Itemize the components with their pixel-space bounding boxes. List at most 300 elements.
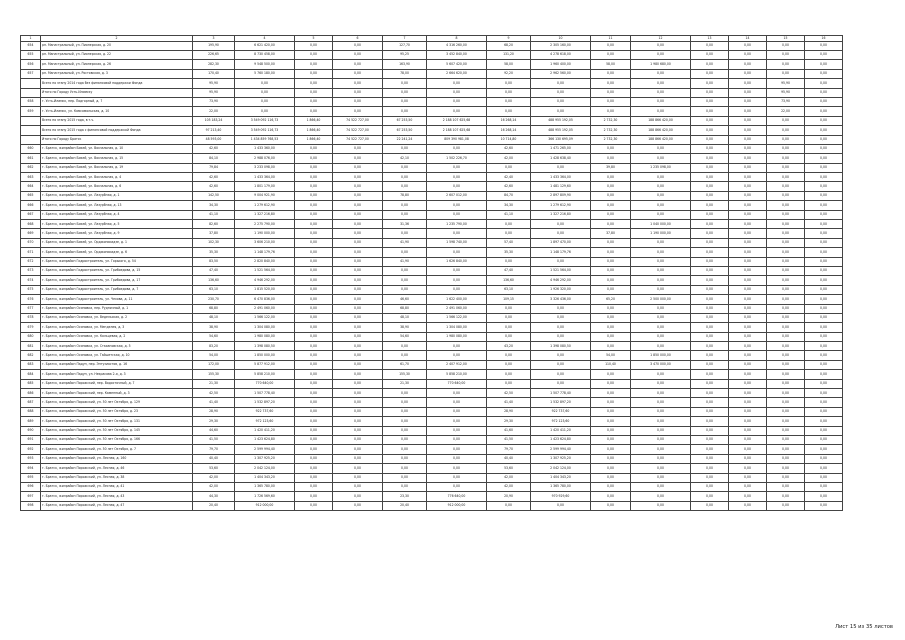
value-cell: 0,00 (383, 436, 427, 445)
value-cell: 0,00 (805, 266, 843, 275)
value-cell: 0,00 (805, 126, 843, 135)
value-cell: 2 305 160,00 (531, 41, 591, 50)
value-cell: 105 183,24 (193, 116, 235, 125)
value-cell: 0,00 (591, 182, 631, 191)
value-cell: 2 607 012,00 (427, 191, 487, 200)
value-cell: 3 549 092 116,73 (235, 116, 295, 125)
value-cell: 0,00 (691, 116, 729, 125)
table-row (21, 436, 843, 445)
value-cell: 912 000,00 (427, 501, 487, 510)
value-cell: 0,00 (295, 313, 333, 322)
value-cell: 0,00 (333, 407, 383, 416)
value-cell: 0,00 (333, 191, 383, 200)
value-cell: 0,00 (427, 426, 487, 435)
value-cell: 0,00 (333, 163, 383, 172)
value-cell: 0,00 (729, 454, 767, 463)
value-cell: 0,00 (691, 295, 729, 304)
value-cell: 0,00 (767, 426, 805, 435)
value-cell: 28,90 (193, 407, 235, 416)
value-cell: 0,00 (691, 464, 729, 473)
value-cell: 0,00 (333, 482, 383, 491)
value-cell: 0,00 (767, 266, 805, 275)
value-cell: 776 640,00 (427, 492, 487, 501)
row-number-cell: 689 (21, 417, 41, 426)
value-cell: 0,00 (591, 210, 631, 219)
value-cell: 0,00 (591, 436, 631, 445)
value-cell: 0,00 (591, 313, 631, 322)
value-cell: 0,00 (691, 482, 729, 491)
value-cell: 0,00 (729, 191, 767, 200)
value-cell: 0,00 (631, 426, 691, 435)
value-cell: 0,00 (383, 201, 427, 210)
value-cell: 46,60 (383, 295, 427, 304)
row-number-cell (21, 79, 41, 88)
value-cell: 0,00 (631, 454, 691, 463)
value-cell: 0,00 (531, 220, 591, 229)
value-cell: 0,00 (691, 144, 729, 153)
row-number-cell: 678 (21, 313, 41, 322)
value-cell: 53,60 (487, 464, 531, 473)
value-cell: 1 235 098,00 (631, 163, 691, 172)
value-cell: 0,00 (295, 332, 333, 341)
row-number-cell: 656 (21, 60, 41, 69)
value-cell: 0,00 (591, 304, 631, 313)
value-cell: 5 607 420,00 (427, 60, 487, 69)
value-cell: 0,00 (691, 163, 729, 172)
value-cell: 0,00 (487, 351, 531, 360)
value-cell: 0,00 (383, 144, 427, 153)
value-cell: 0,00 (427, 144, 487, 153)
value-cell: 0,00 (729, 464, 767, 473)
value-cell: 0,00 (333, 304, 383, 313)
value-cell: 1 507 778,40 (235, 389, 295, 398)
value-cell: 0,00 (591, 323, 631, 332)
value-cell: 41,90 (383, 238, 427, 247)
table-row (21, 97, 843, 106)
value-cell: 0,00 (295, 454, 333, 463)
value-cell: 1 148 179,76 (531, 248, 591, 257)
value-cell: 0,00 (383, 473, 427, 482)
value-cell: 0,00 (767, 238, 805, 247)
value-cell: 0,00 (333, 379, 383, 388)
value-cell: 0,00 (691, 97, 729, 106)
value-cell: 1 815 520,00 (235, 285, 295, 294)
value-cell: 1 304 080,00 (427, 323, 487, 332)
value-cell: 0,00 (333, 313, 383, 322)
value-cell: 0,00 (767, 116, 805, 125)
value-cell: 1 304 080,00 (235, 323, 295, 332)
value-cell: 0,00 (767, 50, 805, 59)
value-cell: 4 946 292,00 (531, 276, 591, 285)
value-cell: 0,00 (767, 332, 805, 341)
address-cell: г. Братск, жилрайон Порожский, ул. Лесная, д. 46 (41, 464, 193, 473)
value-cell: 0,00 (383, 248, 427, 257)
value-cell: 1 433 364,00 (235, 173, 295, 182)
row-number-cell (21, 116, 41, 125)
value-cell: 2 962 560,00 (531, 69, 591, 78)
address-cell: г. Усть-Илимск, пер. Подгорный, д. 7 (41, 97, 193, 106)
value-cell: 1 960 400,00 (531, 60, 591, 69)
value-cell: 0,00 (805, 445, 843, 454)
value-cell: 0,00 (333, 210, 383, 219)
value-cell: 0,00 (631, 342, 691, 351)
value-cell: 0,00 (767, 360, 805, 369)
header-cell: 1 (21, 36, 41, 42)
value-cell: 0,00 (531, 379, 591, 388)
value-cell: 0,00 (805, 417, 843, 426)
value-cell: 54,00 (591, 351, 631, 360)
value-cell: 0,00 (631, 436, 691, 445)
value-cell: 95,90 (193, 88, 235, 97)
value-cell: 0,00 (487, 97, 531, 106)
row-number-cell: 679 (21, 323, 41, 332)
value-cell: 42,00 (193, 473, 235, 482)
value-cell: 0,00 (383, 342, 427, 351)
value-cell: 0,00 (691, 126, 729, 135)
value-cell: 0,00 (591, 257, 631, 266)
value-cell: 0,00 (805, 220, 843, 229)
value-cell: 163,90 (383, 60, 427, 69)
table-row (21, 135, 843, 144)
value-cell: 3 549 092 116,73 (235, 126, 295, 135)
row-number-cell: 692 (21, 445, 41, 454)
value-cell: 0,00 (487, 79, 531, 88)
value-cell: 67 253,50 (383, 126, 427, 135)
value-cell: 10 714,80 (487, 135, 531, 144)
value-cell: 0,00 (333, 201, 383, 210)
value-cell: 0,00 (427, 201, 487, 210)
row-number-cell: 660 (21, 144, 41, 153)
row-number-cell: 685 (21, 379, 41, 388)
value-cell: 0,00 (591, 379, 631, 388)
value-cell: 0,00 (729, 417, 767, 426)
value-cell: 0,00 (691, 41, 729, 50)
value-cell: 22,00 (767, 107, 805, 116)
value-cell: 0,00 (691, 426, 729, 435)
table-row (21, 220, 843, 229)
value-cell: 0,00 (591, 220, 631, 229)
value-cell: 1 423 624,80 (531, 436, 591, 445)
value-cell: 73,90 (767, 97, 805, 106)
value-cell: 44,30 (193, 492, 235, 501)
table-row (21, 154, 843, 163)
value-cell: 0,00 (427, 482, 487, 491)
value-cell: 1 481 129,60 (531, 182, 591, 191)
value-cell: 0,00 (631, 50, 691, 59)
value-cell: 1 404 343,20 (235, 473, 295, 482)
value-cell: 0,00 (383, 266, 427, 275)
value-cell: 0,00 (591, 407, 631, 416)
value-cell: 39,80 (591, 163, 631, 172)
value-cell: 0,00 (691, 473, 729, 482)
value-cell: 1 926 320,00 (531, 285, 591, 294)
value-cell: 0,00 (767, 191, 805, 200)
value-cell: 155,30 (383, 370, 427, 379)
value-cell: 230,70 (193, 295, 235, 304)
value-cell: 0,00 (691, 69, 729, 78)
value-cell: 1 980 080,00 (235, 332, 295, 341)
value-cell: 0,00 (487, 332, 531, 341)
value-cell: 0,00 (691, 266, 729, 275)
table-row (21, 79, 843, 88)
value-cell: 0,00 (691, 304, 729, 313)
value-cell: 0,00 (591, 276, 631, 285)
address-cell: Всего по этапу 2015 года с финансовой поддержкой Фонда (41, 126, 193, 135)
row-number-cell: 666 (21, 201, 41, 210)
row-number-cell: 668 (21, 220, 41, 229)
value-cell: 0,00 (531, 304, 591, 313)
value-cell: 0,00 (295, 417, 333, 426)
value-cell: 0,00 (729, 492, 767, 501)
address-cell: г. Братск, жилрайон Бикей, ул. Вокзальная, д. 10 (41, 144, 193, 153)
value-cell: 0,00 (729, 398, 767, 407)
value-cell: 79,70 (193, 445, 235, 454)
value-cell: 0,00 (383, 464, 427, 473)
value-cell: 16 268,14 (487, 126, 531, 135)
value-cell: 1 420 411,20 (531, 426, 591, 435)
value-cell: 83,20 (193, 342, 235, 351)
value-cell: 0,00 (729, 342, 767, 351)
address-cell: г. Братск, жилрайон Порожский, ул. Лесная, д. 38 (41, 473, 193, 482)
value-cell: 0,00 (591, 398, 631, 407)
value-cell: 2 042 124,00 (531, 464, 591, 473)
value-cell: 0,00 (729, 50, 767, 59)
value-cell: 0,00 (691, 88, 729, 97)
header-cell: 14 (729, 36, 767, 42)
value-cell: 0,00 (631, 379, 691, 388)
table-row (21, 323, 843, 332)
value-cell: 1 428 638,40 (531, 154, 591, 163)
value-cell: 0,00 (333, 257, 383, 266)
value-cell: 3 606 210,00 (235, 238, 295, 247)
value-cell: 366 130 695,09 (531, 135, 591, 144)
row-number-cell: 658 (21, 97, 41, 106)
value-cell: 0,00 (631, 97, 691, 106)
value-cell: 74 522 727,00 (333, 135, 383, 144)
value-cell: 0,00 (631, 370, 691, 379)
value-cell: 0,00 (295, 389, 333, 398)
table-row (21, 107, 843, 116)
value-cell: 0,00 (383, 417, 427, 426)
address-cell: рп. Магистральный, ул. Ростовская, д. 3 (41, 69, 193, 78)
value-cell: 0,00 (295, 229, 333, 238)
value-cell: 0,00 (729, 295, 767, 304)
value-cell: 1 598 740,00 (427, 238, 487, 247)
address-cell: г. Братск, жилрайон Падун, пер. Энтузиастов, д. 16 (41, 360, 193, 369)
value-cell: 0,00 (295, 501, 333, 510)
value-cell: 0,00 (591, 238, 631, 247)
value-cell: 1 897 470,00 (531, 238, 591, 247)
value-cell: 0,00 (333, 88, 383, 97)
row-number-cell: 690 (21, 426, 41, 435)
value-cell: 195,90 (193, 41, 235, 50)
value-cell: 0,00 (383, 163, 427, 172)
value-cell: 0,00 (427, 266, 487, 275)
value-cell: 0,00 (333, 69, 383, 78)
value-cell: 0,00 (805, 351, 843, 360)
value-cell: 2 599 994,40 (531, 445, 591, 454)
value-cell: 0,00 (591, 332, 631, 341)
value-cell: 1 521 564,00 (531, 266, 591, 275)
value-cell: 0,00 (805, 182, 843, 191)
value-cell: 0,00 (383, 97, 427, 106)
value-cell: 1 532 897,20 (235, 398, 295, 407)
value-cell: 0,00 (805, 501, 843, 510)
value-cell: 0,00 (767, 379, 805, 388)
value-cell: 5 877 912,00 (235, 360, 295, 369)
value-cell: 0,00 (767, 154, 805, 163)
address-cell: Итого по Городу Усть-Илимску (41, 88, 193, 97)
value-cell: 0,00 (295, 248, 333, 257)
address-cell: г. Братск, жилрайон Порожский, ул. 50 лет Октября, д. 131 (41, 417, 193, 426)
value-cell: 0,00 (333, 285, 383, 294)
value-cell: 2 491 060,00 (427, 304, 487, 313)
value-cell: 31,36 (383, 220, 427, 229)
value-cell: 0,00 (427, 445, 487, 454)
value-cell: 0,00 (767, 201, 805, 210)
value-cell: 0,00 (427, 342, 487, 351)
value-cell: 42,60 (193, 182, 235, 191)
value-cell: 0,00 (631, 445, 691, 454)
value-cell: 0,00 (691, 154, 729, 163)
value-cell: 0,00 (295, 60, 333, 69)
value-cell: 0,00 (591, 417, 631, 426)
value-cell: 0,00 (805, 379, 843, 388)
value-cell: 0,00 (805, 304, 843, 313)
address-cell: рп. Магистральный, ул. Пионерская, д. 26 (41, 60, 193, 69)
value-cell: 28,90 (487, 407, 531, 416)
row-number-cell: 676 (21, 295, 41, 304)
value-cell: 73,90 (193, 97, 235, 106)
value-cell: 1 980 680,00 (631, 60, 691, 69)
value-cell: 0,00 (591, 426, 631, 435)
value-cell: 42,60 (193, 173, 235, 182)
value-cell: 0,00 (691, 229, 729, 238)
header-cell: 9 (487, 36, 531, 42)
address-cell: г. Братск, жилрайон Гидростроитель, ул. Грибоедова, д. 15 (41, 266, 193, 275)
value-cell: 0,00 (591, 464, 631, 473)
value-cell: 37,80 (193, 229, 235, 238)
value-cell: 0,00 (691, 313, 729, 322)
address-cell: г. Братск, жилрайон Порожский, ул. 50 лет Октября, д. 7 (41, 445, 193, 454)
value-cell: 0,00 (767, 454, 805, 463)
value-cell: 42,40 (487, 173, 531, 182)
value-cell: 5 858 210,00 (427, 370, 487, 379)
row-number-cell: 684 (21, 370, 41, 379)
value-cell: 0,00 (591, 501, 631, 510)
table-row (21, 398, 843, 407)
row-number-cell (21, 135, 41, 144)
value-cell: 170,40 (193, 69, 235, 78)
value-cell: 1 801 179,00 (235, 182, 295, 191)
value-cell: 5 760 180,00 (235, 69, 295, 78)
value-cell: 0,00 (427, 436, 487, 445)
table-row (21, 473, 843, 482)
value-cell: 0,00 (333, 220, 383, 229)
value-cell: 0,00 (295, 398, 333, 407)
value-cell: 0,00 (333, 501, 383, 510)
table-row (21, 407, 843, 416)
address-cell: г. Братск, жилрайон Порожский, ул. 50 лет Октября, д. 145 (41, 426, 193, 435)
value-cell: 0,00 (729, 248, 767, 257)
value-cell: 1 148 179,76 (235, 248, 295, 257)
value-cell: 0,00 (805, 173, 843, 182)
value-cell: 0,00 (487, 163, 531, 172)
table-row (21, 50, 843, 59)
value-cell: 0,00 (805, 360, 843, 369)
value-cell: 0,00 (631, 41, 691, 50)
table-row (21, 295, 843, 304)
value-cell: 0,00 (767, 60, 805, 69)
value-cell: 0,00 (631, 398, 691, 407)
value-cell: 0,00 (295, 97, 333, 106)
value-cell: 0,00 (383, 182, 427, 191)
value-cell: 0,00 (295, 88, 333, 97)
value-cell: 0,00 (631, 464, 691, 473)
address-cell: г. Братск, жилрайон Бикей, ул. Лазурбная, д. 9 (41, 229, 193, 238)
value-cell: 0,00 (729, 285, 767, 294)
address-cell: Итого по Городу Братск (41, 135, 193, 144)
value-cell: 0,00 (805, 79, 843, 88)
value-cell: 48,10 (193, 313, 235, 322)
value-cell: 0,00 (591, 473, 631, 482)
value-cell: 0,00 (295, 482, 333, 491)
value-cell: 0,00 (333, 436, 383, 445)
value-cell: 35,30 (487, 248, 531, 257)
value-cell: 74 522 727,00 (333, 116, 383, 125)
value-cell: 0,00 (767, 304, 805, 313)
value-cell: 0,00 (767, 370, 805, 379)
value-cell: 0,00 (691, 50, 729, 59)
value-cell: 1 433 360,00 (235, 144, 295, 153)
value-cell: 22 241,24 (383, 135, 427, 144)
row-number-cell: 667 (21, 210, 41, 219)
value-cell: 0,00 (691, 370, 729, 379)
value-cell: 188 866 420,00 (631, 135, 691, 144)
value-cell: 0,00 (295, 492, 333, 501)
value-cell: 0,00 (631, 492, 691, 501)
row-number-cell: 694 (21, 464, 41, 473)
value-cell: 970 929,60 (531, 492, 591, 501)
value-cell: 0,00 (767, 220, 805, 229)
value-cell: 0,00 (805, 144, 843, 153)
value-cell: 0,00 (729, 41, 767, 50)
value-cell: 0,00 (691, 79, 729, 88)
value-cell: 0,00 (729, 436, 767, 445)
table-row (21, 285, 843, 294)
value-cell: 0,00 (295, 295, 333, 304)
value-cell: 47,40 (487, 266, 531, 275)
value-cell: 0,00 (333, 144, 383, 153)
row-number-cell (21, 126, 41, 135)
value-cell: 102,30 (193, 238, 235, 247)
value-cell: 0,00 (767, 163, 805, 172)
value-cell: 0,00 (631, 173, 691, 182)
value-cell: 0,00 (767, 276, 805, 285)
row-number-cell: 665 (21, 191, 41, 200)
value-cell: 0,00 (767, 351, 805, 360)
value-cell: 78,00 (383, 69, 427, 78)
header-cell: 3 (193, 36, 235, 42)
value-cell: 1 507 778,40 (531, 389, 591, 398)
value-cell: 0,00 (295, 426, 333, 435)
value-cell: 1 866,40 (295, 126, 333, 135)
value-cell: 6 470 836,00 (235, 295, 295, 304)
value-cell: 0,00 (691, 398, 729, 407)
value-cell: 0,00 (729, 182, 767, 191)
value-cell: 0,00 (805, 97, 843, 106)
value-cell: 0,00 (333, 426, 383, 435)
